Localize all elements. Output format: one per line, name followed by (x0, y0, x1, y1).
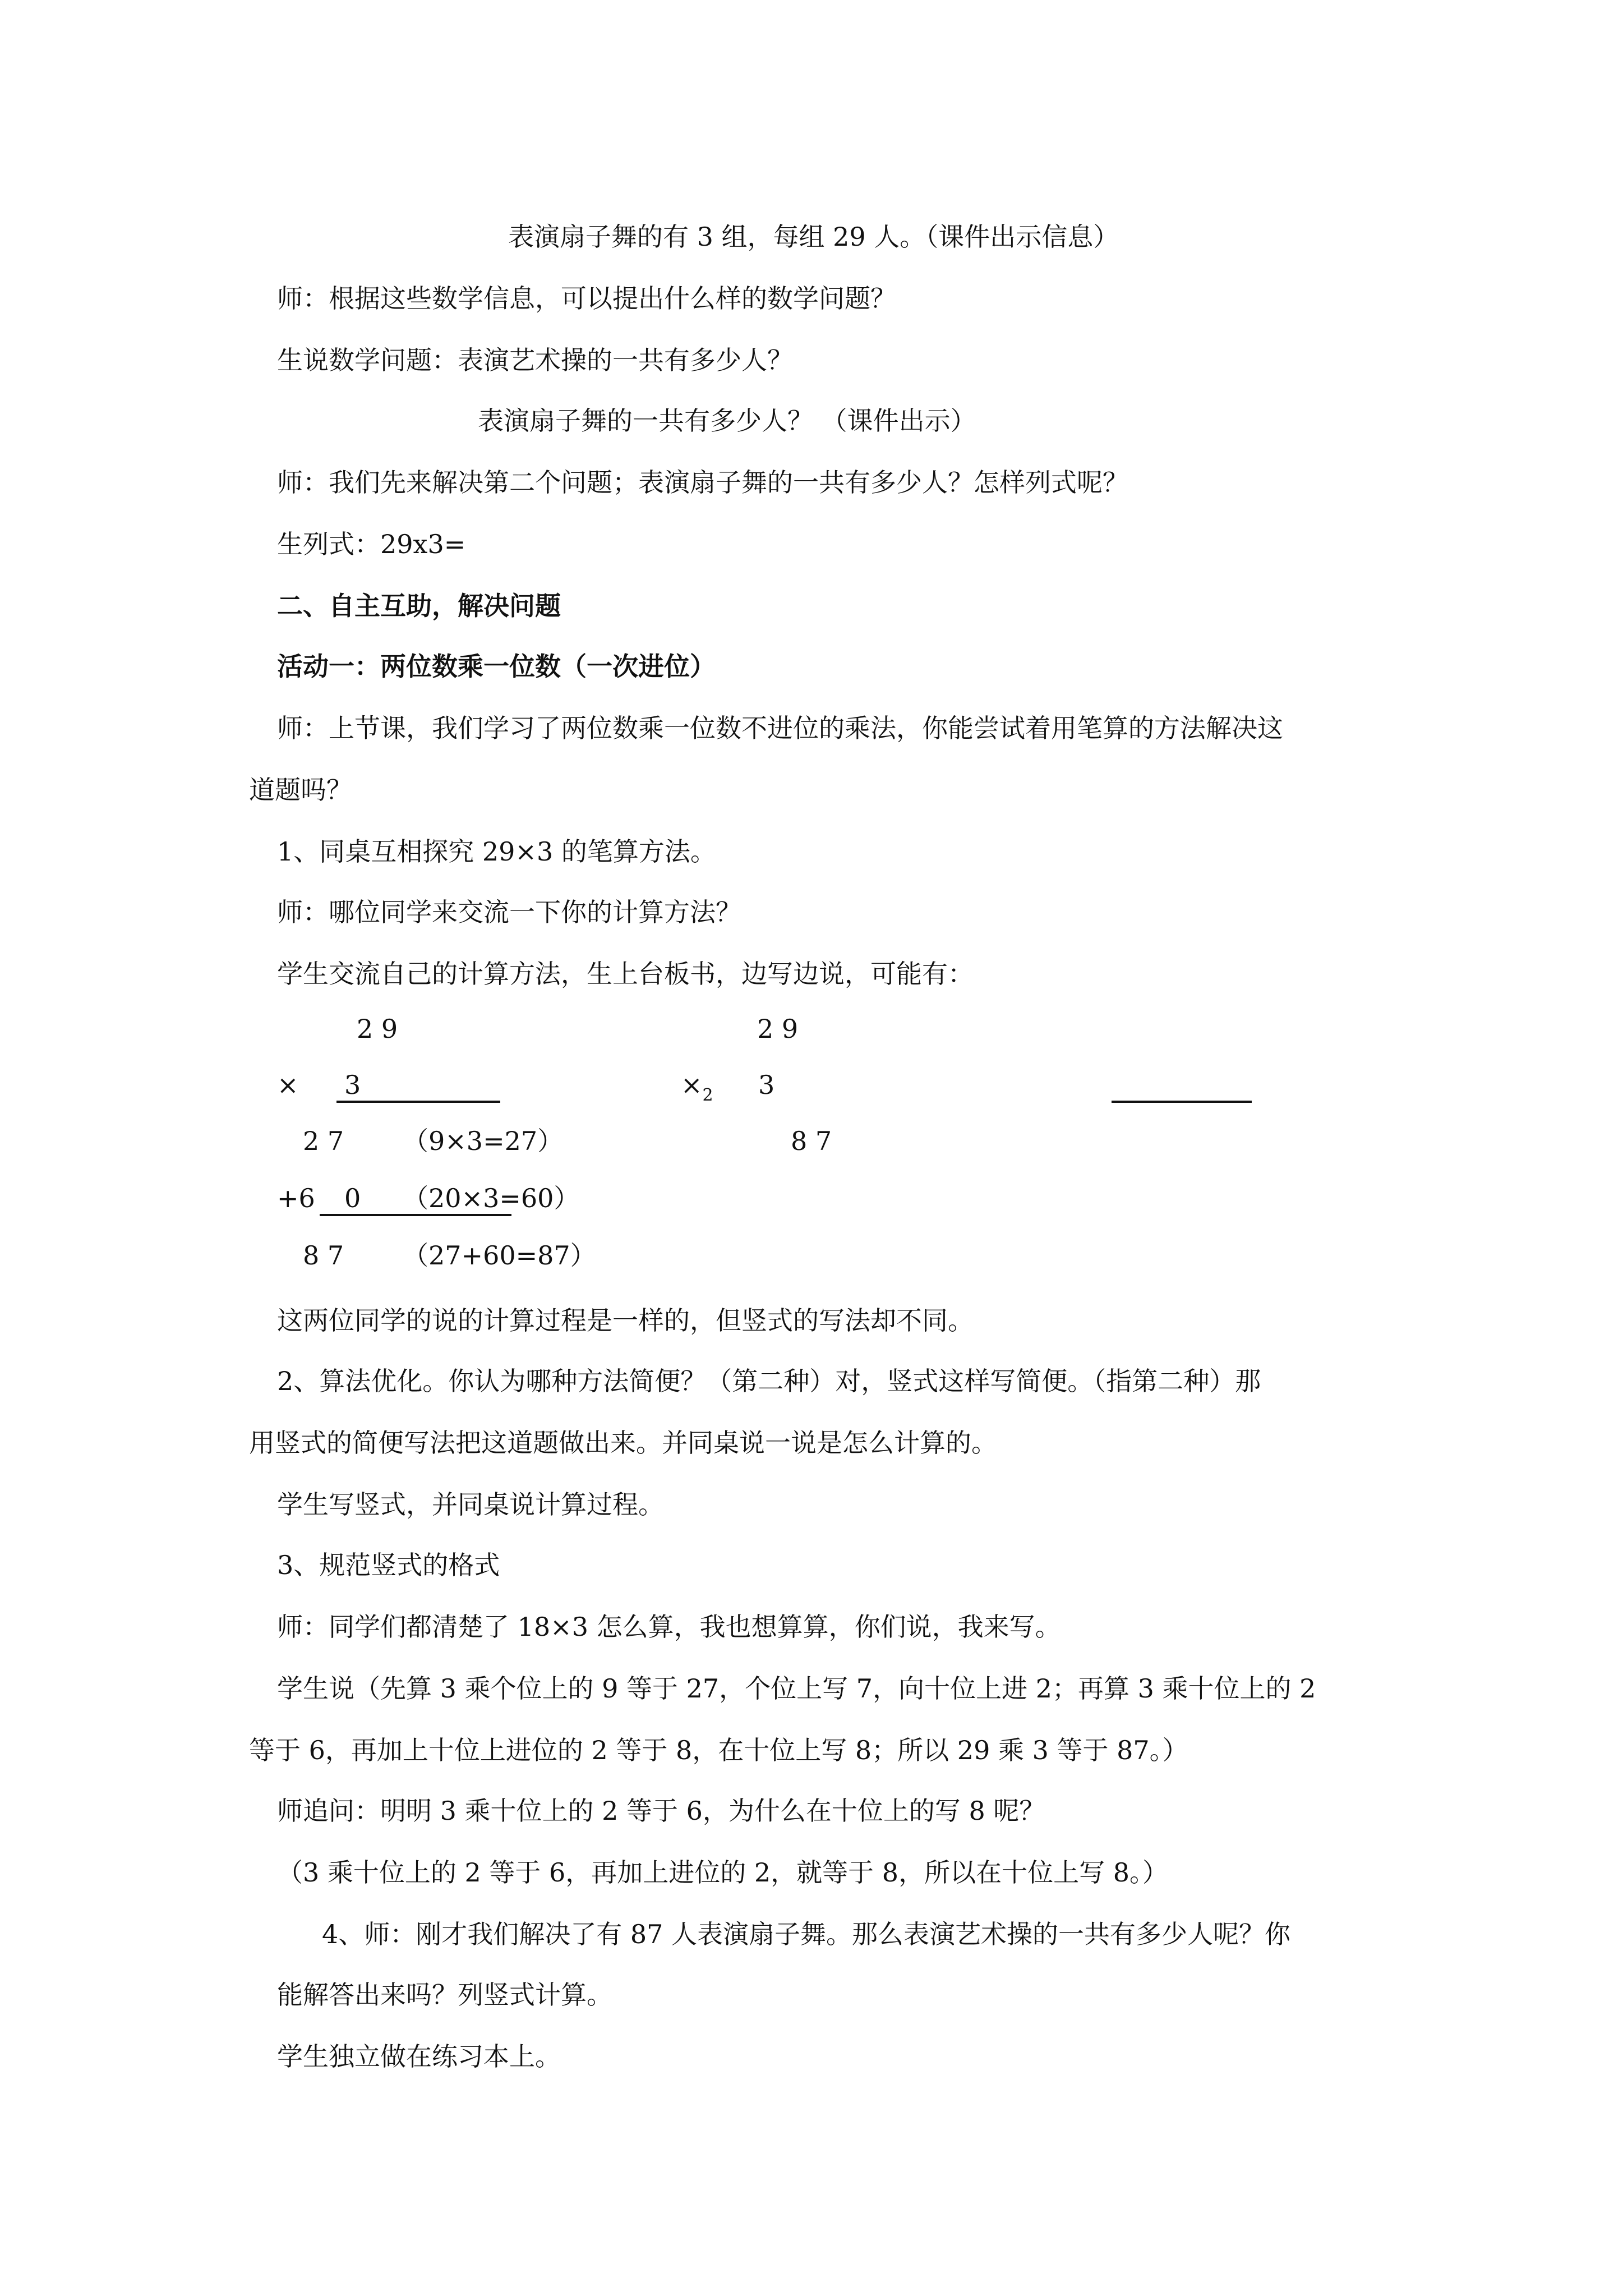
activity-heading: 活动一：两位数乘一位数（一次进位） (277, 651, 716, 682)
calc1-note-3: （27+60=87） (403, 1240, 596, 1271)
calc2-times-sign (681, 1068, 713, 1112)
text-line: 能解答出来吗？列竖式计算。 (277, 1980, 612, 2010)
calc1-partial-1: 2 7 (303, 1126, 344, 1156)
calc2-product: 8 7 (791, 1126, 832, 1156)
calc1-plus-sign: +6 (277, 1183, 315, 1213)
text-line: 2、算法优化。你认为哪种方法简便？（第二种）对，竖式这样写简便。（指第二种）那 (277, 1366, 1261, 1396)
calc1-multiplicand: 2 9 (357, 1014, 398, 1044)
calc2-rule (1112, 1101, 1252, 1103)
text-line: 学生写竖式，并同桌说计算过程。 (277, 1489, 664, 1520)
text-line: 学生交流自己的计算方法，生上台板书，边写边说，可能有： (277, 959, 974, 989)
calc1-note-2: （20×3=60） (403, 1183, 580, 1213)
text-line: 师追问：明明 3 乘十位上的 2 等于 6，为什么在十位上的写 8 呢？ (277, 1796, 1045, 1826)
text-line: 等于 6，再加上十位上进位的 2 等于 8，在十位上写 8；所以 29 乘 3 等于 87。） (249, 1735, 1188, 1765)
calc2-carry-digit: 2 (702, 1085, 713, 1105)
calc2-multiplier: 3 (758, 1070, 775, 1100)
text-line: 师：哪位同学来交流一下你的计算方法？ (277, 897, 741, 927)
text-line: 表演扇子舞的一共有多少人？ （课件出示） (478, 406, 976, 436)
text-line: 学生独立做在练习本上。 (277, 2041, 561, 2072)
text-line: 学生说（先算 3 乘个位上的 9 等于 27，个位上写 7，向十位上进 2；再算 3 乘十位上的 2 (277, 1673, 1316, 1704)
text-line: （3 乘十位上的 2 等于 6，再加上进位的 2，就等于 8，所以在十位上写 8。） (277, 1857, 1168, 1888)
calc1-rule-2 (320, 1214, 511, 1216)
text-line: 1、同桌互相探究 29×3 的笔算方法。 (277, 836, 716, 867)
text-line: 师：我们先来解决第二个问题；表演扇子舞的一共有多少人？怎样列式呢？ (277, 467, 1128, 498)
text-line: 用竖式的简便写法把这道题做出来。并同桌说一说是怎么计算的。 (249, 1428, 997, 1458)
text-line: 生列式：29x3= (277, 529, 466, 559)
calc1-product: 8 7 (303, 1240, 344, 1271)
calc1-times-sign: × (277, 1070, 299, 1100)
calc1-partial-2: 0 (344, 1183, 361, 1213)
text-line: 师：根据这些数学信息，可以提出什么样的数学问题？ (277, 283, 896, 314)
text-line: 4、师：刚才我们解决了有 87 人表演扇子舞。那么表演艺术操的一共有多少人呢？你 (322, 1919, 1291, 1949)
section-heading: 二、自主互助，解决问题 (277, 591, 561, 621)
text-line: 师：同学们都清楚了 18×3 怎么算，我也想算算，你们说，我来写。 (277, 1612, 1061, 1642)
text-line: 生说数学问题：表演艺术操的一共有多少人？ (277, 345, 793, 375)
text-line: 道题吗？ (249, 775, 352, 805)
calc2-multiplicand: 2 9 (757, 1014, 799, 1044)
text-line: 表演扇子舞的有 3 组，每组 29 人。（课件出示信息） (508, 222, 1119, 252)
text-line: 这两位同学的说的计算过程是一样的，但竖式的写法却不同。 (277, 1305, 974, 1336)
text-line: 师：上节课，我们学习了两位数乘一位数不进位的乘法，你能尝试着用笔算的方法解决这 (277, 713, 1283, 743)
calc2-times-symbol: × (681, 1070, 703, 1100)
calc1-multiplier: 3 (344, 1070, 361, 1100)
text-line: 3、规范竖式的格式 (277, 1550, 500, 1580)
calc1-note-1: （9×3=27） (403, 1126, 564, 1156)
calc1-rule-1 (336, 1101, 500, 1103)
